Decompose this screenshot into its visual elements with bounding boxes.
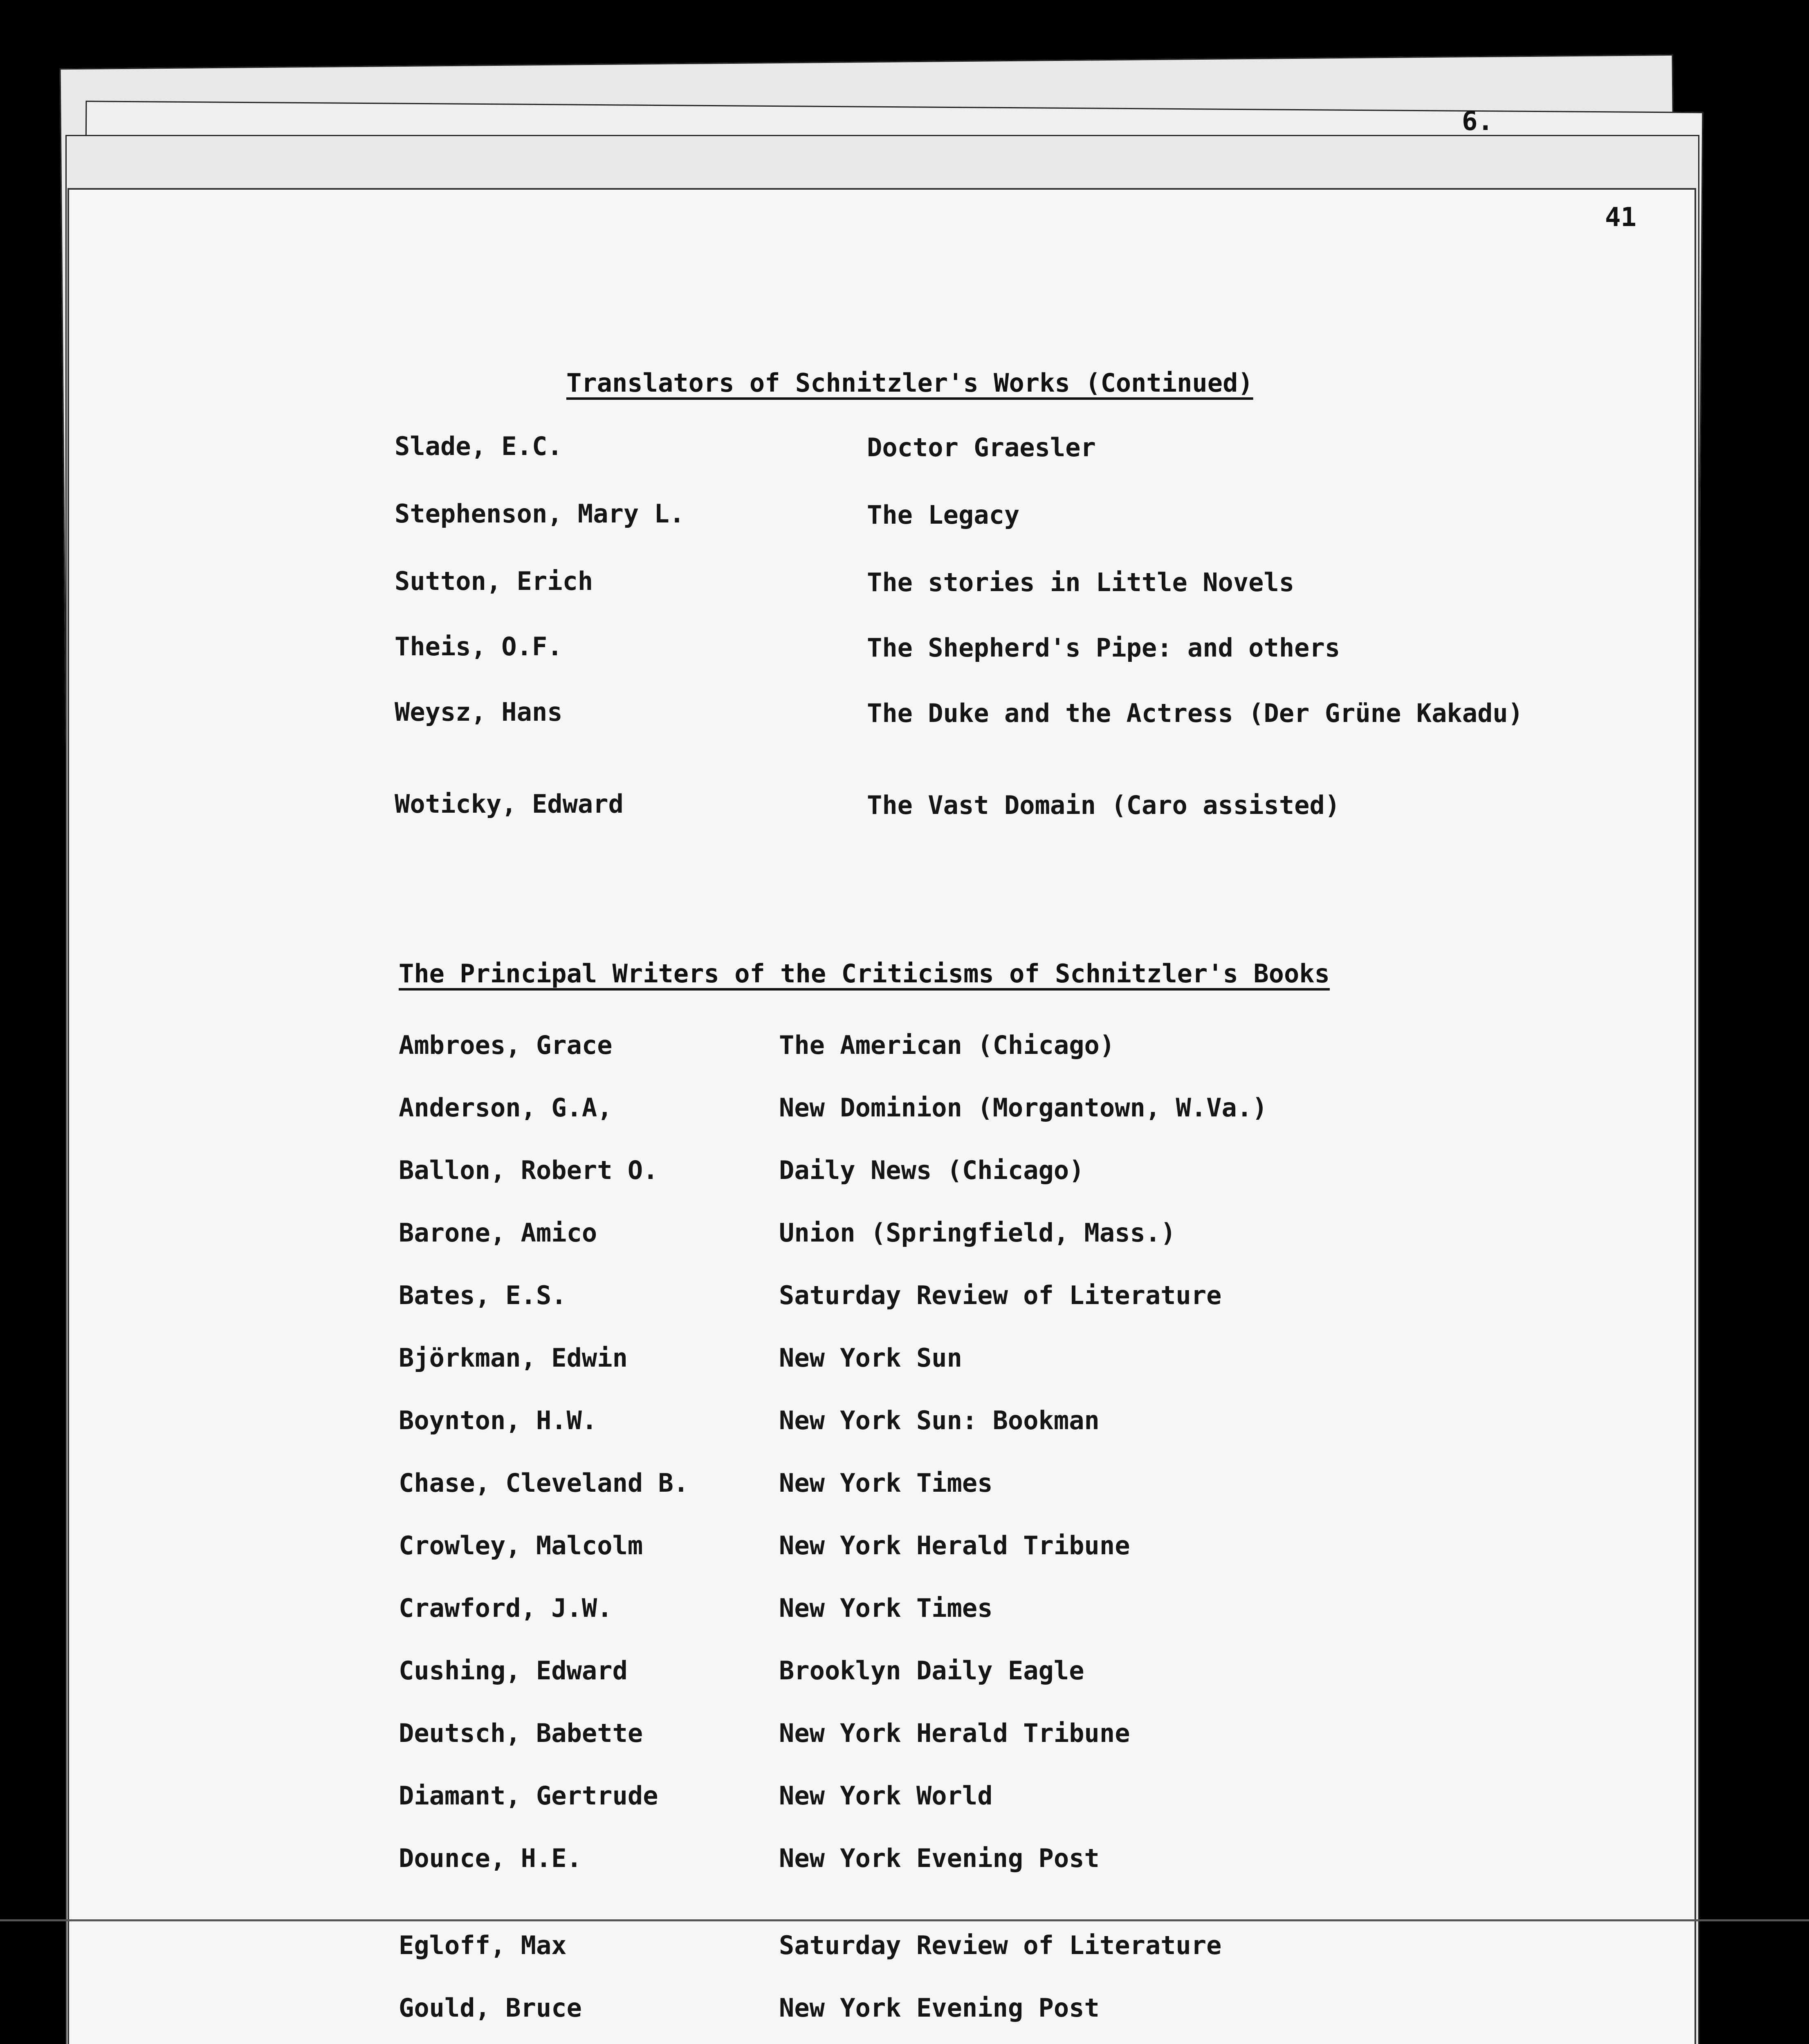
critics-heading: The Principal Writers of the Criticisms of Schnitzler's Books bbox=[399, 959, 1330, 988]
translator-name: Sutton, Erich bbox=[395, 566, 593, 596]
critic-row bbox=[0, 1930, 1809, 1963]
critic-name: Dounce, H.E. bbox=[399, 1843, 582, 1873]
critic-name: Crawford, J.W. bbox=[399, 1593, 613, 1623]
translated-work: The Duke and the Actress (Der Grüne Kakadu) bbox=[867, 698, 1524, 728]
critic-row bbox=[0, 1843, 1809, 1876]
publication: New York Sun: Bookman bbox=[779, 1405, 1100, 1435]
publication: New York Times bbox=[779, 1593, 993, 1623]
translated-work: The Legacy bbox=[867, 500, 1020, 530]
translator-row bbox=[0, 632, 1809, 664]
publication: Daily News (Chicago) bbox=[779, 1155, 1084, 1185]
publication: Saturday Review of Literature bbox=[779, 1280, 1222, 1310]
publication: Saturday Review of Literature bbox=[779, 1930, 1222, 1960]
critic-row bbox=[0, 1468, 1809, 1501]
translator-row bbox=[0, 789, 1809, 822]
critic-row bbox=[0, 1343, 1809, 1376]
critic-row bbox=[0, 1993, 1809, 2026]
publication: New York Herald Tribune bbox=[779, 1531, 1130, 1560]
translator-name: Slade, E.C. bbox=[395, 431, 563, 461]
translator-row bbox=[0, 566, 1809, 599]
critic-name: Chase, Cleveland B. bbox=[399, 1468, 689, 1498]
critic-row bbox=[0, 1155, 1809, 1188]
translated-work: The stories in Little Novels bbox=[867, 567, 1295, 597]
translator-name: Woticky, Edward bbox=[395, 789, 624, 819]
publication: Union (Springfield, Mass.) bbox=[779, 1218, 1176, 1248]
critic-name: Diamant, Gertrude bbox=[399, 1781, 658, 1811]
translator-name: Weysz, Hans bbox=[395, 697, 563, 727]
critic-name: Barone, Amico bbox=[399, 1218, 597, 1248]
publication: New York World bbox=[779, 1781, 993, 1811]
critic-name: Crowley, Malcolm bbox=[399, 1531, 643, 1560]
critic-row bbox=[0, 1405, 1809, 1438]
back-page-number: 6. bbox=[1462, 106, 1494, 137]
critic-name: Björkman, Edwin bbox=[399, 1343, 628, 1373]
publication: New York Herald Tribune bbox=[779, 1718, 1130, 1748]
critic-row bbox=[0, 1781, 1809, 1813]
translator-name: Stephenson, Mary L. bbox=[395, 499, 685, 529]
translated-work: Doctor Graesler bbox=[867, 433, 1096, 462]
critic-name: Boynton, H.W. bbox=[399, 1405, 597, 1435]
critic-row bbox=[0, 1030, 1809, 1063]
critic-row bbox=[0, 1593, 1809, 1626]
publication: New York Times bbox=[779, 1468, 993, 1498]
translated-work: The Vast Domain (Caro assisted) bbox=[867, 790, 1340, 820]
critic-row bbox=[0, 1656, 1809, 1688]
critic-name: Ballon, Robert O. bbox=[399, 1155, 658, 1185]
translator-row bbox=[0, 431, 1809, 464]
critic-row bbox=[0, 1280, 1809, 1313]
critic-name: Ambroes, Grace bbox=[399, 1030, 613, 1060]
critic-row bbox=[0, 1718, 1809, 1751]
translator-name: Theis, O.F. bbox=[395, 632, 563, 661]
critic-row bbox=[0, 1093, 1809, 1125]
critic-name: Egloff, Max bbox=[399, 1930, 567, 1960]
critic-name: Cushing, Edward bbox=[399, 1656, 628, 1685]
scan-line bbox=[0, 1919, 1809, 1921]
translator-row bbox=[0, 697, 1809, 730]
publication: New York Evening Post bbox=[779, 1843, 1100, 1873]
critic-name: Gould, Bruce bbox=[399, 1993, 582, 2023]
publication: New York Sun bbox=[779, 1343, 962, 1373]
critic-name: Deutsch, Babette bbox=[399, 1718, 643, 1748]
publication: Brooklyn Daily Eagle bbox=[779, 1656, 1084, 1685]
translated-work: The Shepherd's Pipe: and others bbox=[867, 633, 1340, 663]
publication: New York Evening Post bbox=[779, 1993, 1100, 2023]
publication: The American (Chicago) bbox=[779, 1030, 1115, 1060]
critic-name: Bates, E.S. bbox=[399, 1280, 567, 1310]
translators-heading: Translators of Schnitzler's Works (Continued) bbox=[566, 368, 1253, 398]
page-number: 41 bbox=[1605, 202, 1637, 233]
critic-row bbox=[0, 1218, 1809, 1251]
translator-row bbox=[0, 499, 1809, 531]
critic-row bbox=[0, 1531, 1809, 1563]
critic-name: Anderson, G.A, bbox=[399, 1093, 613, 1123]
publication: New Dominion (Morgantown, W.Va.) bbox=[779, 1093, 1268, 1123]
